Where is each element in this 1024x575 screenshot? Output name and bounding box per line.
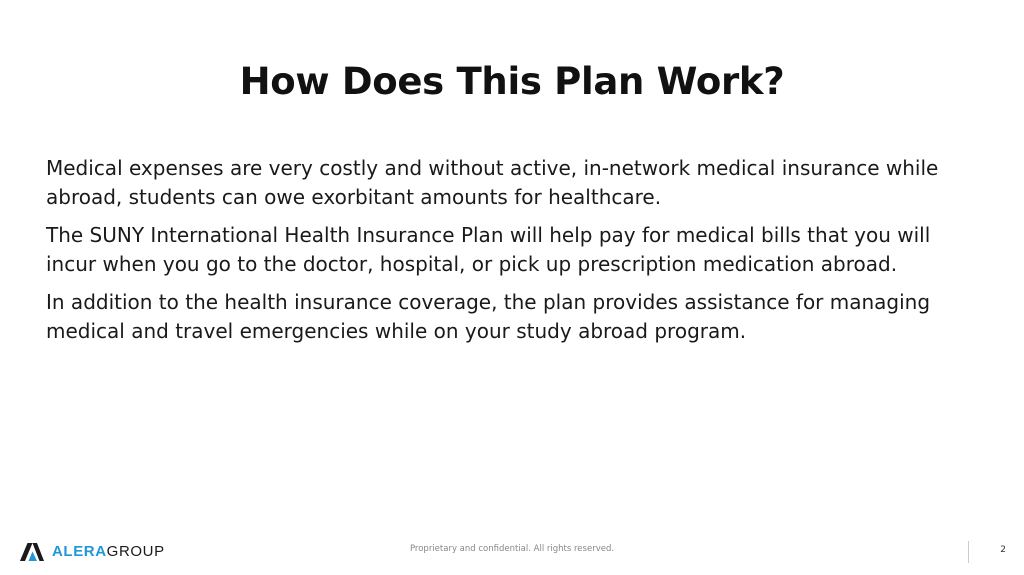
page-number: 2 — [1000, 545, 1006, 555]
slide-title: How Does This Plan Work? — [239, 60, 785, 103]
slide-body — [46, 154, 981, 355]
footer-divider — [968, 541, 969, 563]
paragraph-medical-expenses: Medical expenses are very costly and without active, in-network medical insurance while abroad, students can owe exorbitant amounts for healthcare. — [46, 156, 939, 209]
paragraph-emergency-assistance: In addition to the health insurance coverage, the plan provides assistance for managing medical and travel emergencies while on your study abroad program. — [46, 290, 931, 343]
paragraph-plan-coverage: The SUNY International Health Insurance Plan will help pay for medical bills that you will incur when you go to the doctor, hospital, or pick up prescription medication abroad. — [46, 223, 931, 276]
confidential-notice: Proprietary and confidential. All rights reserved. — [409, 544, 615, 554]
logo-text-group: GROUP — [106, 543, 165, 560]
logo-text-alera: ALERA — [52, 543, 107, 560]
